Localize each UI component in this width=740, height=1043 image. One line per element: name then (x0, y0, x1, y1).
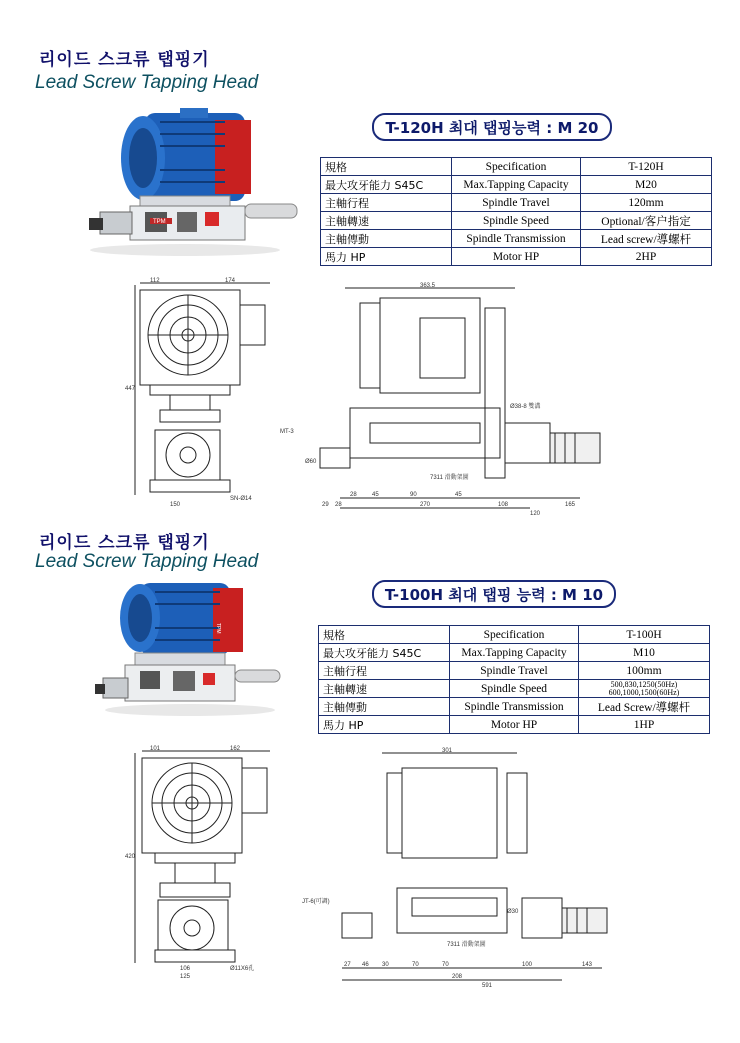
dim-label: Ø60 (305, 459, 317, 465)
dim-label: 120 (530, 511, 541, 517)
section1-title-english: Lead Screw Tapping Head (35, 72, 259, 93)
section2-spec-table (318, 625, 710, 734)
table-cell: Lead Screw/導螺杆 (579, 698, 710, 716)
table-cell: 主軸行程 (319, 662, 450, 680)
table-row (321, 212, 712, 230)
dim-label: 90 (410, 492, 417, 498)
dim-label: 28 (335, 502, 342, 508)
table-cell: Spindle Travel (452, 194, 581, 212)
table-cell: 主軸轉速 (321, 212, 452, 230)
table-cell speed-cell (579, 680, 710, 698)
dim-label: 174 (225, 278, 236, 284)
dim-label: 30 (382, 962, 389, 968)
table-cell: 120mm (581, 194, 712, 212)
dim-label: 106 (180, 966, 191, 972)
table-cell: Spindle Speed (452, 212, 581, 230)
table-cell: Max.Tapping Capacity (450, 644, 579, 662)
dim-label: 70 (442, 962, 449, 968)
table-cell: Spindle Travel (450, 662, 579, 680)
section1-side-view-drawing (280, 283, 610, 518)
dim-label: 7311 滑動架圖 (430, 475, 469, 481)
table-cell: Optional/客户指定 (581, 212, 712, 230)
dim-label: 108 (498, 502, 509, 508)
section1-capacity-badge: T-120H 최대 탭핑능력 : M 20 (372, 113, 612, 141)
dim-label: 420 (125, 854, 136, 860)
table-cell: 最大攻牙能力 S45C (319, 644, 450, 662)
dim-label: 162 (230, 746, 241, 752)
table-row (319, 662, 710, 680)
table-cell: M20 (581, 176, 712, 194)
section1-product-label: TPM (153, 219, 166, 225)
table-cell: 馬力 HP (319, 716, 450, 734)
dim-label: 28 (350, 492, 357, 498)
dim-label: 363.5 (420, 283, 436, 289)
table-cell: 規格 (319, 626, 450, 644)
dim-label: 45 (372, 492, 379, 498)
table-cell: 最大攻牙能力 S45C (321, 176, 452, 194)
dim-label: 301 (442, 748, 453, 754)
dim-label: 29 (322, 502, 329, 508)
section1-front-view-drawing (125, 278, 280, 510)
table-cell: Specification (450, 626, 579, 644)
section2-product-label: TPM (215, 623, 221, 634)
section1-spec-table (320, 157, 712, 266)
table-cell: 馬力 HP (321, 248, 452, 266)
table-row (321, 194, 712, 212)
speed-line-60hz: 600,1000,1500(60Hz) (608, 687, 680, 697)
table-row (319, 698, 710, 716)
table-row (321, 248, 712, 266)
dim-label: 125 (180, 974, 191, 980)
section1-title-korean: 리이드 스크류 탭핑기 (39, 50, 210, 70)
table-cell: Specification (452, 158, 581, 176)
dim-label: Ø38-8 雙溝 (510, 404, 541, 410)
dim-label: 7311 滑動架圖 (447, 942, 486, 948)
table-cell: 2HP (581, 248, 712, 266)
table-row (321, 176, 712, 194)
table-cell: 100mm (579, 662, 710, 680)
dim-label: 447 (125, 386, 136, 392)
table-cell: T-100H (579, 626, 710, 644)
table-cell: 主軸傳動 (319, 698, 450, 716)
dim-label: 101 (150, 746, 161, 752)
table-cell: 主軸行程 (321, 194, 452, 212)
table-cell: Motor HP (450, 716, 579, 734)
table-cell: Lead screw/導螺杆 (581, 230, 712, 248)
dim-label: 27 (344, 962, 351, 968)
table-row (321, 230, 712, 248)
table-row (319, 680, 710, 698)
section2-product-photo (95, 578, 295, 718)
dim-label: 270 (420, 502, 431, 508)
dim-label: Ø11X6孔 (230, 966, 255, 972)
dim-label: 143 (582, 962, 593, 968)
table-cell: Spindle Speed (450, 680, 579, 698)
dim-label: Ø30 (507, 909, 519, 915)
dim-label: 591 (482, 983, 493, 989)
section2-front-view-drawing (125, 746, 280, 983)
table-row (319, 716, 710, 734)
dim-label: 208 (452, 974, 463, 980)
dim-label: SN-Ø14 (230, 496, 252, 502)
dim-label: 70 (412, 962, 419, 968)
dim-label: 100 (522, 962, 533, 968)
table-row (319, 626, 710, 644)
dim-label: 165 (565, 502, 576, 508)
dim-label: 150 (170, 502, 181, 508)
table-row (321, 158, 712, 176)
section1-product-photo (85, 108, 305, 258)
speed-line-50hz: 500,830,1250(50Hz) (610, 679, 678, 689)
section2-title-korean: 리이드 스크류 탭핑기 (39, 533, 210, 553)
table-cell: Spindle Transmission (452, 230, 581, 248)
table-cell: M10 (579, 644, 710, 662)
table-cell: 主軸傳動 (321, 230, 452, 248)
table-cell: 1HP (579, 716, 710, 734)
table-row (319, 644, 710, 662)
dim-label: 45 (455, 492, 462, 498)
dim-label: 112 (150, 278, 160, 284)
table-cell: Spindle Transmission (450, 698, 579, 716)
section2-capacity-badge: T-100H 최대 탭핑 능력 : M 10 (372, 580, 616, 608)
table-cell: 規格 (321, 158, 452, 176)
dim-label: 46 (362, 962, 369, 968)
table-cell: Motor HP (452, 248, 581, 266)
dim-label: JT-6(可調) (302, 899, 330, 905)
table-cell: Max.Tapping Capacity (452, 176, 581, 194)
section2-title-english: Lead Screw Tapping Head (35, 551, 259, 572)
section2-side-view-drawing (282, 748, 612, 988)
table-cell: 主軸轉速 (319, 680, 450, 698)
table-cell: T-120H (581, 158, 712, 176)
dim-label: MT-3 (280, 429, 294, 435)
